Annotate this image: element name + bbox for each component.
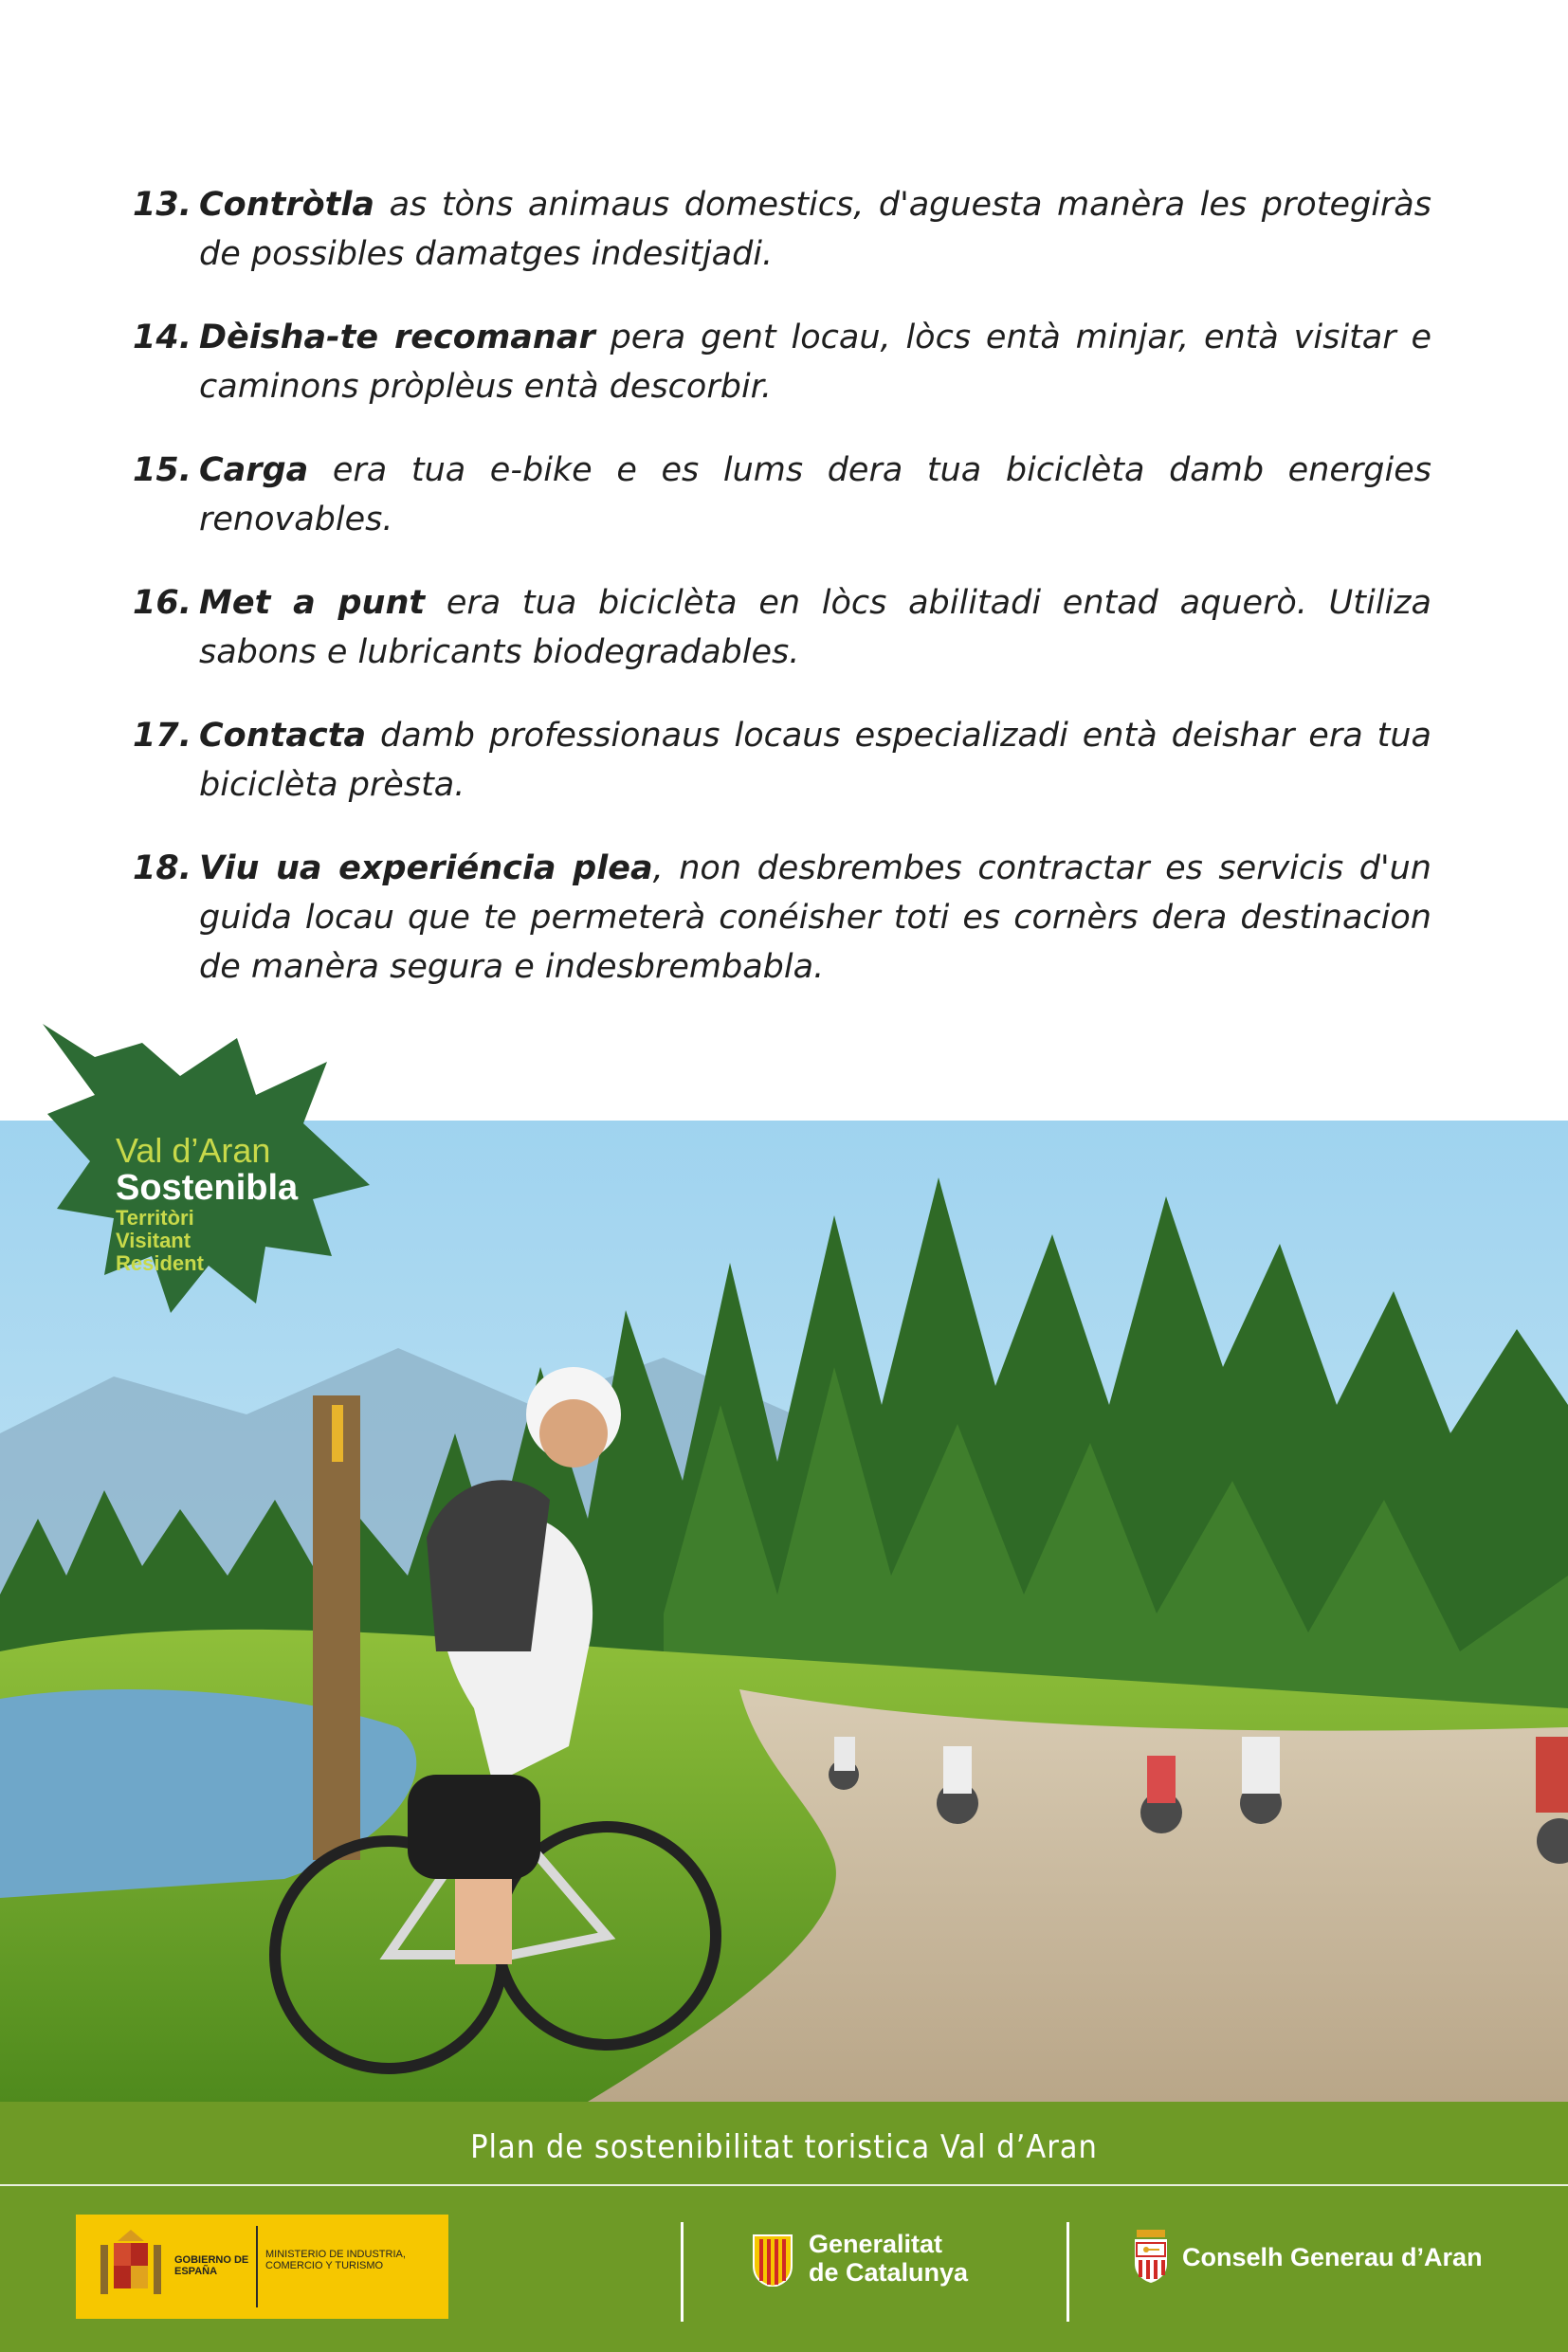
tip-bold-lead: Contròtla bbox=[199, 186, 375, 224]
tip-text bbox=[199, 313, 1431, 411]
spain-crest-icon bbox=[93, 2226, 169, 2307]
gobierno-divider bbox=[256, 2226, 258, 2307]
badge-line5: Resident bbox=[116, 1251, 204, 1275]
badge-line1: Val d’Aran bbox=[116, 1131, 271, 1170]
tip-bold-lead: Contacta bbox=[199, 717, 367, 755]
footer-logos bbox=[0, 2186, 1568, 2352]
footer-title: Plan de sostenibilitat toristica Val d’Aran bbox=[470, 2128, 1098, 2166]
conselh-label: Conselh Generau d’Aran bbox=[1182, 2243, 1483, 2271]
tip-body: damb professionaus locaus especializadi entà deishar era tua biciclèta prèsta. bbox=[199, 717, 1431, 804]
tip-text bbox=[199, 578, 1431, 677]
gobierno-label: GOBIERNO DE ESPAÑA bbox=[174, 2254, 249, 2277]
tip-body: era tua e-bike e es lums dera tua biciclèta damb energies renovables. bbox=[199, 451, 1431, 538]
tip-body: , non desbrembes contractar es servicis d'un guida locau que te permeterà conéisher toti es cornèrs dera destinacion de manèra segura e indesbrembabla. bbox=[199, 849, 1431, 986]
tip-item bbox=[133, 446, 1431, 544]
tip-item bbox=[133, 578, 1431, 677]
badge-line4: Visitant bbox=[116, 1229, 191, 1252]
tip-item bbox=[133, 711, 1431, 810]
badge-line3: Territòri bbox=[116, 1206, 194, 1230]
tip-item bbox=[133, 180, 1431, 279]
tip-text bbox=[199, 711, 1431, 810]
tip-item bbox=[133, 844, 1431, 992]
gobierno-logo bbox=[76, 2215, 448, 2319]
tip-number: 16. bbox=[133, 584, 192, 622]
tip-number: 17. bbox=[133, 717, 192, 755]
tip-text bbox=[199, 180, 1431, 279]
tip-text bbox=[199, 844, 1431, 992]
ministerio-label: MINISTERIO DE INDUSTRIA, COMERCIO Y TURISMO bbox=[265, 2249, 406, 2271]
tip-bold-lead: Met a punt bbox=[199, 584, 426, 622]
tip-bold-lead: Dèisha-te recomanar bbox=[199, 319, 595, 356]
generalitat-flag-icon bbox=[752, 2233, 793, 2287]
val-daran-sostenibla-badge bbox=[38, 1019, 379, 1351]
tip-number: 14. bbox=[133, 319, 192, 356]
tip-number: 18. bbox=[133, 849, 192, 887]
badge-line2: Sostenibla bbox=[116, 1168, 299, 1208]
tip-text bbox=[199, 446, 1431, 544]
tips-list bbox=[133, 180, 1431, 1026]
logo-separator bbox=[681, 2222, 684, 2322]
tip-body: as tòns animaus domestics, d'aguesta manèra les protegiràs de possibles damatges indesitjadi. bbox=[199, 186, 1431, 273]
tip-body: pera gent locau, lòcs entà minjar, entà visitar e caminons pròplèus entà descorbir. bbox=[199, 319, 1431, 406]
tip-bold-lead: Carga bbox=[199, 451, 309, 489]
tip-bold-lead: Viu ua experiéncia plea bbox=[199, 849, 653, 887]
tip-number: 13. bbox=[133, 186, 192, 224]
logo-separator bbox=[1067, 2222, 1069, 2322]
generalitat-label: Generalitat de Catalunya bbox=[809, 2230, 969, 2287]
tip-item bbox=[133, 313, 1431, 411]
aran-shield-icon bbox=[1133, 2230, 1169, 2283]
tip-body: era tua biciclèta en lòcs abilitadi entad aquerò. Utiliza sabons e lubricants biodegradables. bbox=[199, 584, 1431, 671]
tip-number: 15. bbox=[133, 451, 192, 489]
